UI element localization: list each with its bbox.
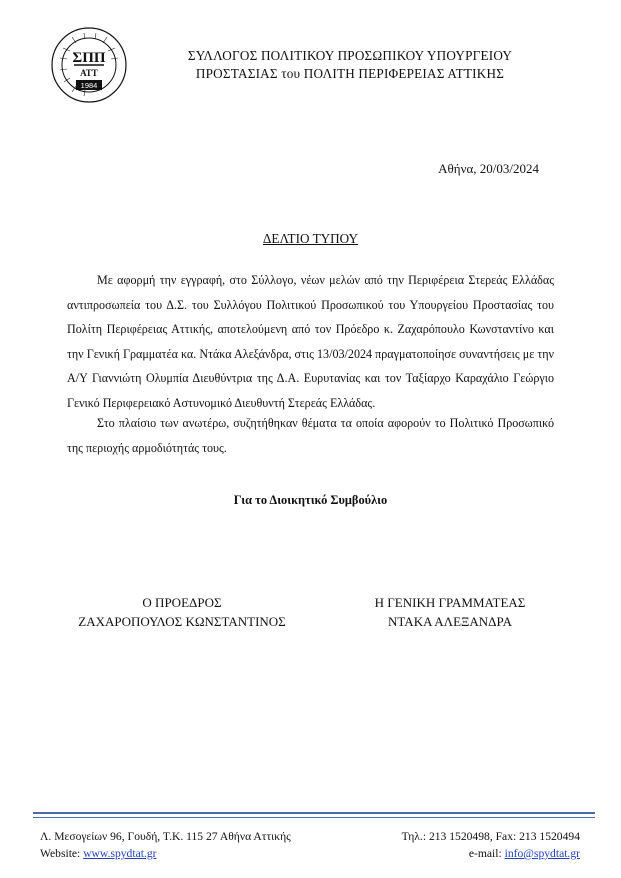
footer-address: Λ. Μεσογείων 96, Γουδή, Τ.Κ. 115 27 Αθήνα Αττικής (40, 830, 291, 843)
footer-divider-thin (33, 817, 595, 818)
org-line-1: ΣΥΛΛΟΓΟΣ ΠΟΛΙΤΙΚΟΥ ΠΡΟΣΩΠΙΚΟΥ ΥΠΟΥΡΓΕΙΟΥ (187, 48, 513, 63)
paragraph-2: Στο πλαίσιο των ανωτέρω, συζητήθηκαν θέματα τα οποία αφορούν το Πολιτικό Προσωπικό της περιοχής αρμοδιότητάς τους. (67, 416, 554, 455)
footer-line-2 (40, 847, 580, 860)
organization-name (150, 47, 550, 83)
website-link[interactable]: www.spydtat.gr (83, 847, 157, 860)
signature-president (62, 593, 302, 631)
president-name: ΖΑΧΑΡΟΠΟΥΛΟΣ ΚΩΝΣΤΑΝΤΙΝΟΣ (78, 614, 286, 629)
footer-divider (33, 812, 595, 814)
organization-logo (50, 26, 128, 104)
logo-year: 1984 (80, 81, 98, 90)
secretary-title: Η ΓΕΝΙΚΗ ΓΡΑΜΜΑΤΕΑΣ (374, 595, 526, 610)
footer-email (469, 847, 580, 860)
president-title: Ο ΠΡΟΕΔΡΟΣ (142, 595, 222, 610)
signature-secretary (330, 593, 570, 631)
logo-sub-text: ΑΤΤ (80, 68, 98, 78)
footer-line-1 (40, 830, 580, 843)
footer-email-label: e-mail: (468, 847, 505, 860)
email-link[interactable]: info@spydtat.gr (504, 847, 580, 860)
org-line-2: ΠΡΟΣΤΑΣΙΑΣ του ΠΟΛΙΤΗ ΠΕΡΙΦΕΡΕΙΑΣ ΑΤΤΙΚΗΣ (195, 66, 505, 81)
paragraph-1: Με αφορμή την εγγραφή, στο Σύλλογο, νέων μελών από την Περιφέρεια Στερεάς Ελλάδας αντιπροσωπεία του Δ.Σ. του Συλλόγου Πολιτικού Προσωπικού του Υπουργείου Προστασίας του Πολίτη Περιφέρειας Αττικής, αποτελούμενη από τον Πρόεδρο κ. Ζαχαρόπουλο Κωνσταντίνο και την Γενική Γραμματέα κα. Ντάκα Αλεξάνδρα, στις 13/03/2024 πραγματοποίησε συναντήσεις με την Α/Υ Γιαννιώτη Ολυμπία Διευθύντρια της Δ.Α. Ευρυτανίας και τον Ταξίαρχο Καραχάλιο Γεώργιο Γενικό Περιφερειακό Αστυνομικό Διευθυντή Στερεάς Ελλάδας. (67, 273, 554, 410)
secretary-name: ΝΤΑΚΑ ΑΛΕΞΑΝΔΡΑ (388, 614, 512, 629)
document-date: Αθήνα, 20/03/2024 (438, 161, 539, 176)
document-heading: ΔΕΛΤΙΟ ΤΥΠΟΥ (262, 231, 359, 246)
logo-main-text: ΣΠΠ (72, 50, 106, 66)
footer-website-label: Website: (40, 847, 84, 860)
footer-phone-fax: Τηλ.: 213 1520498, Fax: 213 1520494 (401, 830, 580, 843)
board-label: Για το Διοικητικό Συμβούλιο (233, 493, 388, 507)
